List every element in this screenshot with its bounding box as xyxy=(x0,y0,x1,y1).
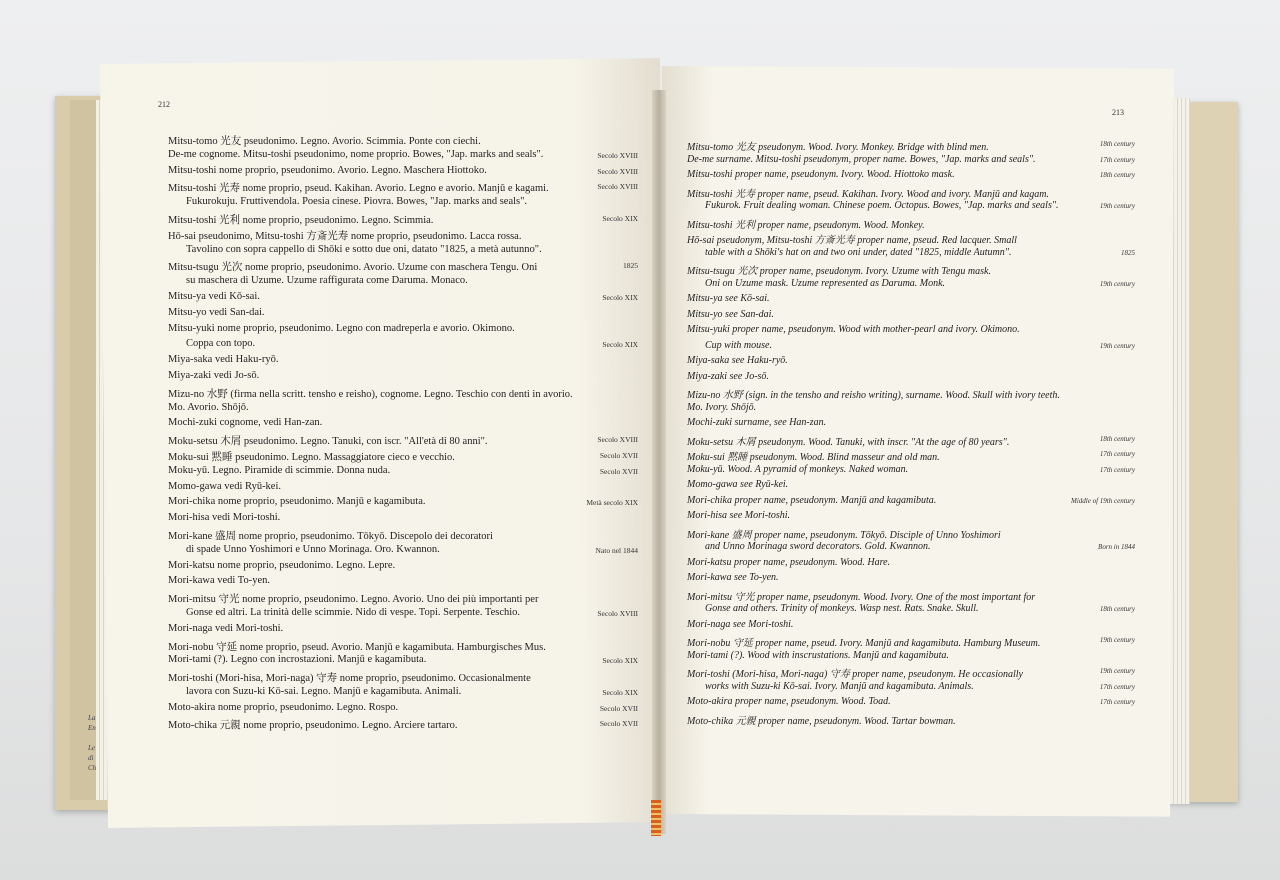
entry-text: Miya-saka see Haku-ryō. xyxy=(687,355,788,366)
page-number-left: 212 xyxy=(158,100,170,109)
entry-line xyxy=(168,291,638,307)
entry-text: Mitsu-toshi proper name, pseudonym. Ivory. Wood. Hiottoko mask. xyxy=(687,169,955,180)
entry-date: Secolo XVIII xyxy=(597,608,638,618)
entry-text: Mori-kawa vedi To-yen. xyxy=(168,575,271,587)
entry-line xyxy=(168,212,638,228)
entry-text: Moku-setsu 木屑 pseudonym. Wood. Tanuki, with inscr. "At the age of 80 years". xyxy=(687,436,1010,448)
entry-text: Mo. Avorio. Shōjō. xyxy=(168,401,249,413)
entry-text: Miya-zaki vedi Jo-sō. xyxy=(168,369,260,381)
entry-text: Mizu-no 水野 (firma nella scritt. tensho e reisho), cognome. Legno. Teschio con denti in avorio. xyxy=(168,388,573,400)
entry-text: Mori-nobu 守延 nome proprio, pseud. Avorio. Manjū e kagamibuta. Hamburgisches Mus. xyxy=(168,641,546,653)
entry-text: Moku-yū. Wood. A pyramid of monkeys. Naked woman. xyxy=(687,463,909,475)
headband xyxy=(651,800,661,836)
page-number-right: 213 xyxy=(1112,108,1124,117)
entry-date: Nato nel 1844 xyxy=(595,545,638,555)
entry-text: Moto-chika 元親 proper name, pseudonym. Wood. Tartar bowman. xyxy=(687,715,956,727)
entry-text: Moto-akira proper name, pseudonym. Wood. Toad. xyxy=(687,696,891,707)
entry-text: Mochi-zuki cognome, vedi Han-zan. xyxy=(168,417,323,429)
entry-text: Mori-chika proper name, pseudonym. Manjū and kagamibuta. xyxy=(687,494,937,506)
entry-line xyxy=(687,402,1135,418)
entry-text: Mitsu-tsugu 光次 nome proprio, pseudonimo. Avorio. Uzume con maschera Tengu. Oni xyxy=(168,262,538,274)
entry-line xyxy=(687,231,1135,247)
entry-line xyxy=(687,293,1135,309)
entry-text: Fukurokuju. Fruttivendola. Poesia cinese. Piovra. Bowes, "Jap. marks and seals". xyxy=(186,196,528,208)
entry-line xyxy=(168,402,638,418)
cover-text-4: di xyxy=(88,754,94,762)
entry-line xyxy=(687,712,1135,728)
entry-line xyxy=(168,544,638,560)
entry-text: Gonse ed altri. La trinità delle scimmie. Nido di vespe. Topi. Serpente. Teschio. xyxy=(186,606,521,618)
cover-text-1: La xyxy=(88,714,96,722)
entry-date: Born in 1844 xyxy=(1098,543,1135,551)
entry-text: Mori-kane 盛周 proper name, pseudonym. Tōkyō. Disciple of Unno Yoshimori xyxy=(687,529,1001,541)
entry-text: Momo-gawa vedi Ryū-kei. xyxy=(168,480,282,492)
entry-line xyxy=(687,479,1135,495)
entry-date: Middle of 19th century xyxy=(1071,496,1135,505)
entry-line xyxy=(168,702,638,718)
entry-text: Gonse and others. Trinity of monkeys. Wasp nest. Rats. Snake. Skull. xyxy=(705,603,979,614)
entry-text: Moku-sui 黙睡 pseudonimo. Legno. Massaggiatore cieco e vecchio. xyxy=(168,451,455,463)
entry-date: 17th century xyxy=(1099,450,1135,458)
entry-line xyxy=(168,386,638,402)
entry-text: Miya-zaki see Jo-sō. xyxy=(687,370,769,382)
entry-line xyxy=(168,338,638,354)
entry-line xyxy=(168,165,638,181)
entry-line xyxy=(168,323,638,339)
entry-date: Secolo XVII xyxy=(599,703,638,713)
entry-line xyxy=(687,262,1135,278)
entry-text: Hō-sai pseudonimo, Mitsu-toshi 方斎光寿 nome proprio, pseudonimo. Lacca rossa. xyxy=(168,230,522,242)
entry-text: Mori-katsu proper name, pseudonym. Wood. Hare. xyxy=(687,556,891,568)
left-page-entries xyxy=(168,133,638,733)
entry-text: De-me cognome. Mitsu-toshi pseudonimo, nome proprio. Bowes, "Jap. marks and seals". xyxy=(168,148,544,160)
entry-date: Secolo XVII xyxy=(599,719,638,729)
entry-line xyxy=(687,371,1135,387)
entry-text: Mori-kawa see To-yen. xyxy=(687,572,779,583)
entry-line xyxy=(168,354,638,370)
entry-date: 17th century xyxy=(1099,682,1135,691)
entry-line xyxy=(168,560,638,576)
entry-line xyxy=(687,169,1135,185)
entry-line xyxy=(687,247,1135,263)
entry-line xyxy=(687,541,1135,557)
entry-line xyxy=(687,448,1135,464)
entry-text: Mitsu-toshi 光寿 nome proprio, pseud. Kakihan. Avorio. Legno e avorio. Manjū e kagami. xyxy=(168,183,549,195)
entry-text: Coppa con topo. xyxy=(186,338,256,350)
entry-text: De-me surname. Mitsu-toshi pseudonym, proper name. Bowes, "Jap. marks and seals". xyxy=(687,153,1036,165)
entry-line xyxy=(687,681,1135,697)
entry-date: 1825 xyxy=(1121,248,1135,257)
entry-line xyxy=(168,575,638,591)
entry-text: Mitsu-tsugu 光次 proper name, pseudonym. Ivory. Uzume with Tengu mask. xyxy=(687,266,991,277)
entry-text: Hō-sai pseudonym, Mitsu-toshi 方斎光寿 proper name, pseud. Red lacquer. Small xyxy=(687,235,1017,246)
entry-line xyxy=(168,717,638,733)
entry-line xyxy=(168,449,638,465)
entry-date: 18th century xyxy=(1099,171,1135,179)
entry-line xyxy=(687,572,1135,588)
entry-line xyxy=(687,619,1135,635)
entry-text: Moku-sui 黙睡 pseudonym. Wood. Blind masseur and old man. xyxy=(687,452,940,463)
entry-text: Mori-kane 盛周 nome proprio, pseudonimo. Tōkyō. Discepolo dei decoratori xyxy=(168,530,493,542)
entry-text: Mori-nobu 守延 proper name, pseud. Ivory. Manjū and kagamibuta. Hamburg Museum. xyxy=(687,638,1041,649)
entry-line xyxy=(687,324,1135,340)
entry-line xyxy=(687,464,1135,480)
entry-text: Mitsu-yuki nome proprio, pseudonimo. Legno con madreperla e avorio. Okimono. xyxy=(168,322,515,334)
entry-line xyxy=(168,259,638,275)
entry-date: 19th century xyxy=(1099,202,1135,210)
entry-text: Mori-toshi (Mori-hisa, Mori-naga) 守寿 nome proprio, pseudonimo. Occasionalmente xyxy=(168,673,531,685)
entry-text: Mori-hisa vedi Mori-toshi. xyxy=(168,512,281,524)
entry-date: Secolo XVIII xyxy=(597,150,638,160)
entry-text: Mitsu-ya vedi Kō-sai. xyxy=(168,290,260,302)
entry-line xyxy=(687,278,1135,294)
entry-text: Mori-mitsu 守光 nome proprio, pseudonimo. Legno. Avorio. Uno dei più importanti per xyxy=(168,594,539,606)
entry-text: su maschera di Uzume. Uzume raffigurata come Daruma. Monaco. xyxy=(186,275,468,287)
entry-date: 19th century xyxy=(1099,636,1135,644)
entry-date: Metà secolo XIX xyxy=(586,498,638,508)
entry-text: Mori-naga see Mori-toshi. xyxy=(687,618,794,630)
entry-line xyxy=(687,634,1135,650)
entry-line xyxy=(168,654,638,670)
entry-date: Secolo XIX xyxy=(602,292,638,302)
entry-date: 19th century xyxy=(1099,341,1135,350)
entry-date: 17th century xyxy=(1099,698,1135,706)
entry-date: 18th century xyxy=(1099,434,1135,443)
entry-line xyxy=(687,650,1135,666)
entry-line xyxy=(168,244,638,260)
entry-date: Secolo XVIII xyxy=(597,182,638,192)
entry-date: 17th century xyxy=(1099,465,1135,474)
entry-text: Momo-gawa see Ryū-kei. xyxy=(687,479,789,490)
entry-line xyxy=(687,355,1135,371)
entry-line xyxy=(687,340,1135,356)
entry-line xyxy=(168,180,638,196)
entry-date: Secolo XVIII xyxy=(597,435,638,445)
entry-date: 1825 xyxy=(623,261,638,271)
entry-line xyxy=(168,496,638,512)
entry-text: Oni on Uzume mask. Uzume represented as Daruma. Monk. xyxy=(705,277,946,289)
entry-line xyxy=(168,686,638,702)
entry-line xyxy=(168,307,638,323)
entry-line xyxy=(168,607,638,623)
entry-date: Secolo XVIII xyxy=(597,166,638,176)
entry-line xyxy=(168,133,638,149)
entry-text: Mitsu-toshi nome proprio, pseudonimo. Avorio. Legno. Maschera Hiottoko. xyxy=(168,164,487,176)
entry-text: Cup with mouse. xyxy=(705,339,772,351)
entry-line xyxy=(168,623,638,639)
entry-date: Secolo XIX xyxy=(602,213,638,223)
entry-text: Moto-akira nome proprio, pseudonimo. Legno. Rospo. xyxy=(168,701,399,713)
entry-text: Mitsu-yo see San-dai. xyxy=(687,308,774,320)
entry-text: Mori-naga vedi Mori-toshi. xyxy=(168,622,284,634)
entry-text: Mo. Ivory. Shōjō. xyxy=(687,401,757,413)
entry-line xyxy=(687,154,1135,170)
entry-line xyxy=(168,433,638,449)
entry-text: Fukurok. Fruit dealing woman. Chinese poem. Octopus. Bowes, "Jap. marks and seals". xyxy=(705,200,1059,211)
entry-line xyxy=(168,370,638,386)
entry-line xyxy=(687,495,1135,511)
entry-line xyxy=(687,510,1135,526)
entry-text: Tavolino con sopra cappello di Shōki e sotto due oni, datato "1825, a metà autunno". xyxy=(186,243,542,255)
entry-text: Mori-mitsu 守光 proper name, pseudonym. Wood. Ivory. One of the most important for xyxy=(687,591,1036,603)
entry-line xyxy=(687,588,1135,604)
entry-text: Mitsu-ya see Kō-sai. xyxy=(687,293,770,304)
entry-line xyxy=(168,465,638,481)
entry-date: 19th century xyxy=(1099,279,1135,288)
entry-line xyxy=(687,200,1135,216)
entry-text: Mitsu-yo vedi San-dai. xyxy=(168,306,265,318)
entry-text: Mitsu-toshi 光利 nome proprio, pseudonimo. Legno. Scimmia. xyxy=(168,214,434,226)
entry-line xyxy=(168,512,638,528)
entry-text: Mori-tami (?). Legno con incrostazioni. Manjū e kagamibuta. xyxy=(168,654,427,666)
entry-date: Secolo XIX xyxy=(602,340,638,350)
entry-date: 18th century xyxy=(1099,140,1135,148)
entry-line xyxy=(168,591,638,607)
entry-text: Mitsu-tomo 光友 pseudonym. Wood. Ivory. Monkey. Bridge with blind men. xyxy=(687,142,989,153)
entry-date: 17th century xyxy=(1099,155,1135,164)
entry-text: Mitsu-toshi 光寿 proper name, pseud. Kakihan. Ivory. Wood and ivory. Manjū and kagam. xyxy=(687,188,1050,200)
entry-date: Secolo XIX xyxy=(602,687,638,697)
entry-line xyxy=(687,696,1135,712)
entry-text: di spade Unno Yoshimori e Unno Morinaga. Oro. Kwannon. xyxy=(186,543,440,555)
entry-text: Mizu-no 水野 (sign. in the tensho and reisho writing), surname. Wood. Skull with ivory teeth. xyxy=(687,390,1060,401)
entry-text: works with Suzu-ki Kō-sai. Ivory. Manjū and kagamibuta. Animals. xyxy=(705,680,974,692)
entry-date: Secolo XVII xyxy=(599,450,638,460)
entry-line xyxy=(687,433,1135,449)
entry-line xyxy=(168,275,638,291)
entry-line xyxy=(687,603,1135,619)
entry-text: Mori-katsu nome proprio, pseudonimo. Legno. Lepre. xyxy=(168,559,396,571)
entry-line xyxy=(168,417,638,433)
entry-text: Mori-tami (?). Wood with inscrustations. Manjū and kagamibuta. xyxy=(687,649,949,661)
cover-text-3: Le xyxy=(88,744,95,752)
entry-text: table with a Shōki's hat on and two oni under, dated "1825, middle Autumn". xyxy=(705,246,1012,258)
entry-text: and Unno Morinaga sword decorators. Gold. Kwannon. xyxy=(705,541,931,552)
entry-text: Mochi-zuki surname, see Han-zan. xyxy=(687,417,827,428)
entry-line xyxy=(168,149,638,165)
entry-text: Mitsu-toshi 光利 proper name, pseudonym. Wood. Monkey. xyxy=(687,219,925,231)
entry-text: Mitsu-tomo 光友 pseudonimo. Legno. Avorio. Scimmia. Ponte con ciechi. xyxy=(168,136,481,147)
entry-line xyxy=(168,639,638,655)
entry-text: Mori-toshi (Mori-hisa, Mori-naga) 守寿 proper name, pseudonym. He occasionally xyxy=(687,669,1023,680)
entry-date: 19th century xyxy=(1099,667,1135,675)
entry-line xyxy=(687,386,1135,402)
entry-text: Mori-chika nome proprio, pseudonimo. Manjū e kagamibuta. xyxy=(168,496,426,508)
entry-text: Moku-yū. Legno. Piramide di scimmie. Donna nuda. xyxy=(168,464,391,476)
entry-text: Moku-setsu 木屑 pseudonimo. Legno. Tanuki, con iscr. "All'età di 80 anni". xyxy=(168,436,488,448)
entry-text: Mori-hisa see Mori-toshi. xyxy=(687,510,791,521)
book-gutter xyxy=(652,90,666,834)
entry-line xyxy=(168,196,638,212)
right-page-entries xyxy=(687,138,1135,727)
entry-text: Miya-saka vedi Haku-ryō. xyxy=(168,354,279,366)
entry-line xyxy=(687,185,1135,201)
entry-line xyxy=(687,557,1135,573)
entry-line xyxy=(687,138,1135,154)
cover-text-5: Ch xyxy=(88,764,97,772)
entry-text: Moto-chika 元親 nome proprio, pseudonimo. Legno. Arciere tartaro. xyxy=(168,720,458,732)
entry-line xyxy=(168,528,638,544)
entry-line xyxy=(687,417,1135,433)
entry-line xyxy=(687,665,1135,681)
entry-line xyxy=(168,670,638,686)
entry-line xyxy=(168,228,638,244)
entry-date: 18th century xyxy=(1099,605,1135,613)
entry-line xyxy=(687,309,1135,325)
entry-text: Mitsu-yuki proper name, pseudonym. Wood with mother-pearl and ivory. Okimono. xyxy=(687,324,1020,335)
entry-line xyxy=(168,481,638,497)
entry-date: Secolo XVII xyxy=(599,466,638,476)
cover-text-2: En xyxy=(88,724,96,732)
entry-text: lavora con Suzu-ki Kō-sai. Legno. Manjū e kagamibuta. Animali. xyxy=(186,685,462,697)
entry-line xyxy=(687,216,1135,232)
entry-date: Secolo XIX xyxy=(602,656,638,666)
entry-line xyxy=(687,526,1135,542)
